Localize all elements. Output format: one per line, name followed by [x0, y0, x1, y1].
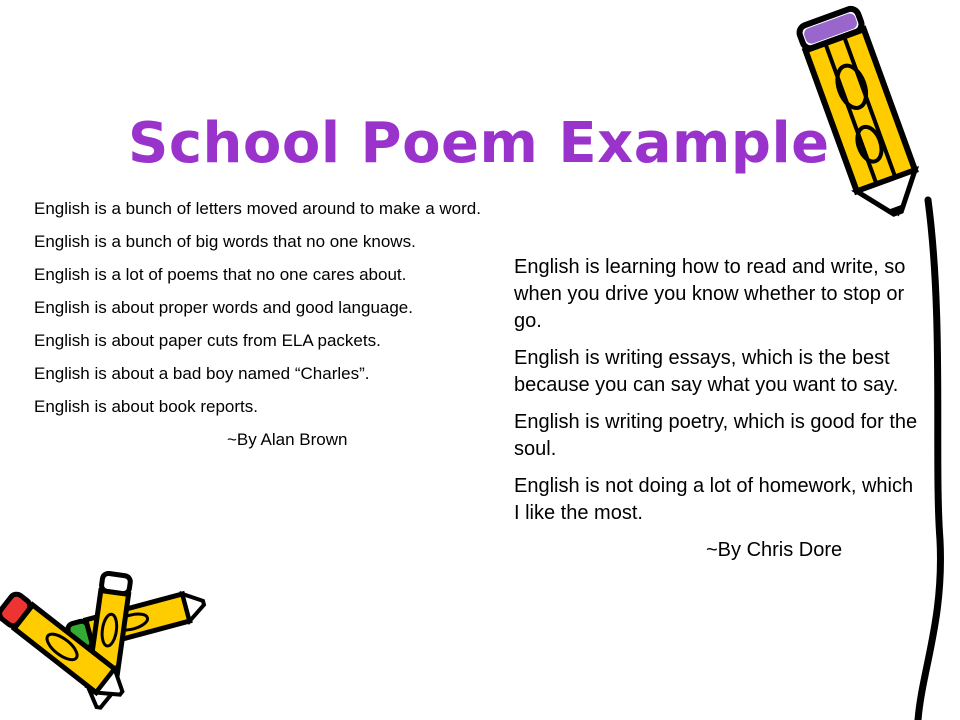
poem-line: English is about a bad boy named “Charles”.: [34, 364, 370, 383]
poem-line: English is writing poetry, which is good for the soul.: [514, 411, 918, 460]
poem-line: English is a lot of poems that no one cares about.: [34, 265, 407, 284]
poem-line: English is a bunch of letters moved around to make a word.: [34, 199, 481, 218]
poem-line: English is learning how to read and write, so when you drive you know whether to stop or go.: [514, 256, 906, 332]
poem-line: English is not doing a lot of homework, which I like the most.: [514, 475, 914, 524]
poem-line: English is writing essays, which is the best because you can say what you want to say.: [514, 347, 899, 396]
poem-signature: ~By Chris Dore: [706, 539, 843, 561]
poem-line: English is about book reports.: [34, 397, 258, 416]
poem-line: English is about proper words and good language.: [34, 298, 413, 317]
poem-signature: ~By Alan Brown: [227, 430, 348, 449]
poem-line: English is a bunch of big words that no one knows.: [34, 232, 416, 251]
poem-line: English is about paper cuts from ELA packets.: [34, 331, 381, 350]
page-title: School Poem Example: [128, 111, 830, 176]
poem-left: [34, 198, 484, 451]
poem-right: [514, 254, 919, 564]
